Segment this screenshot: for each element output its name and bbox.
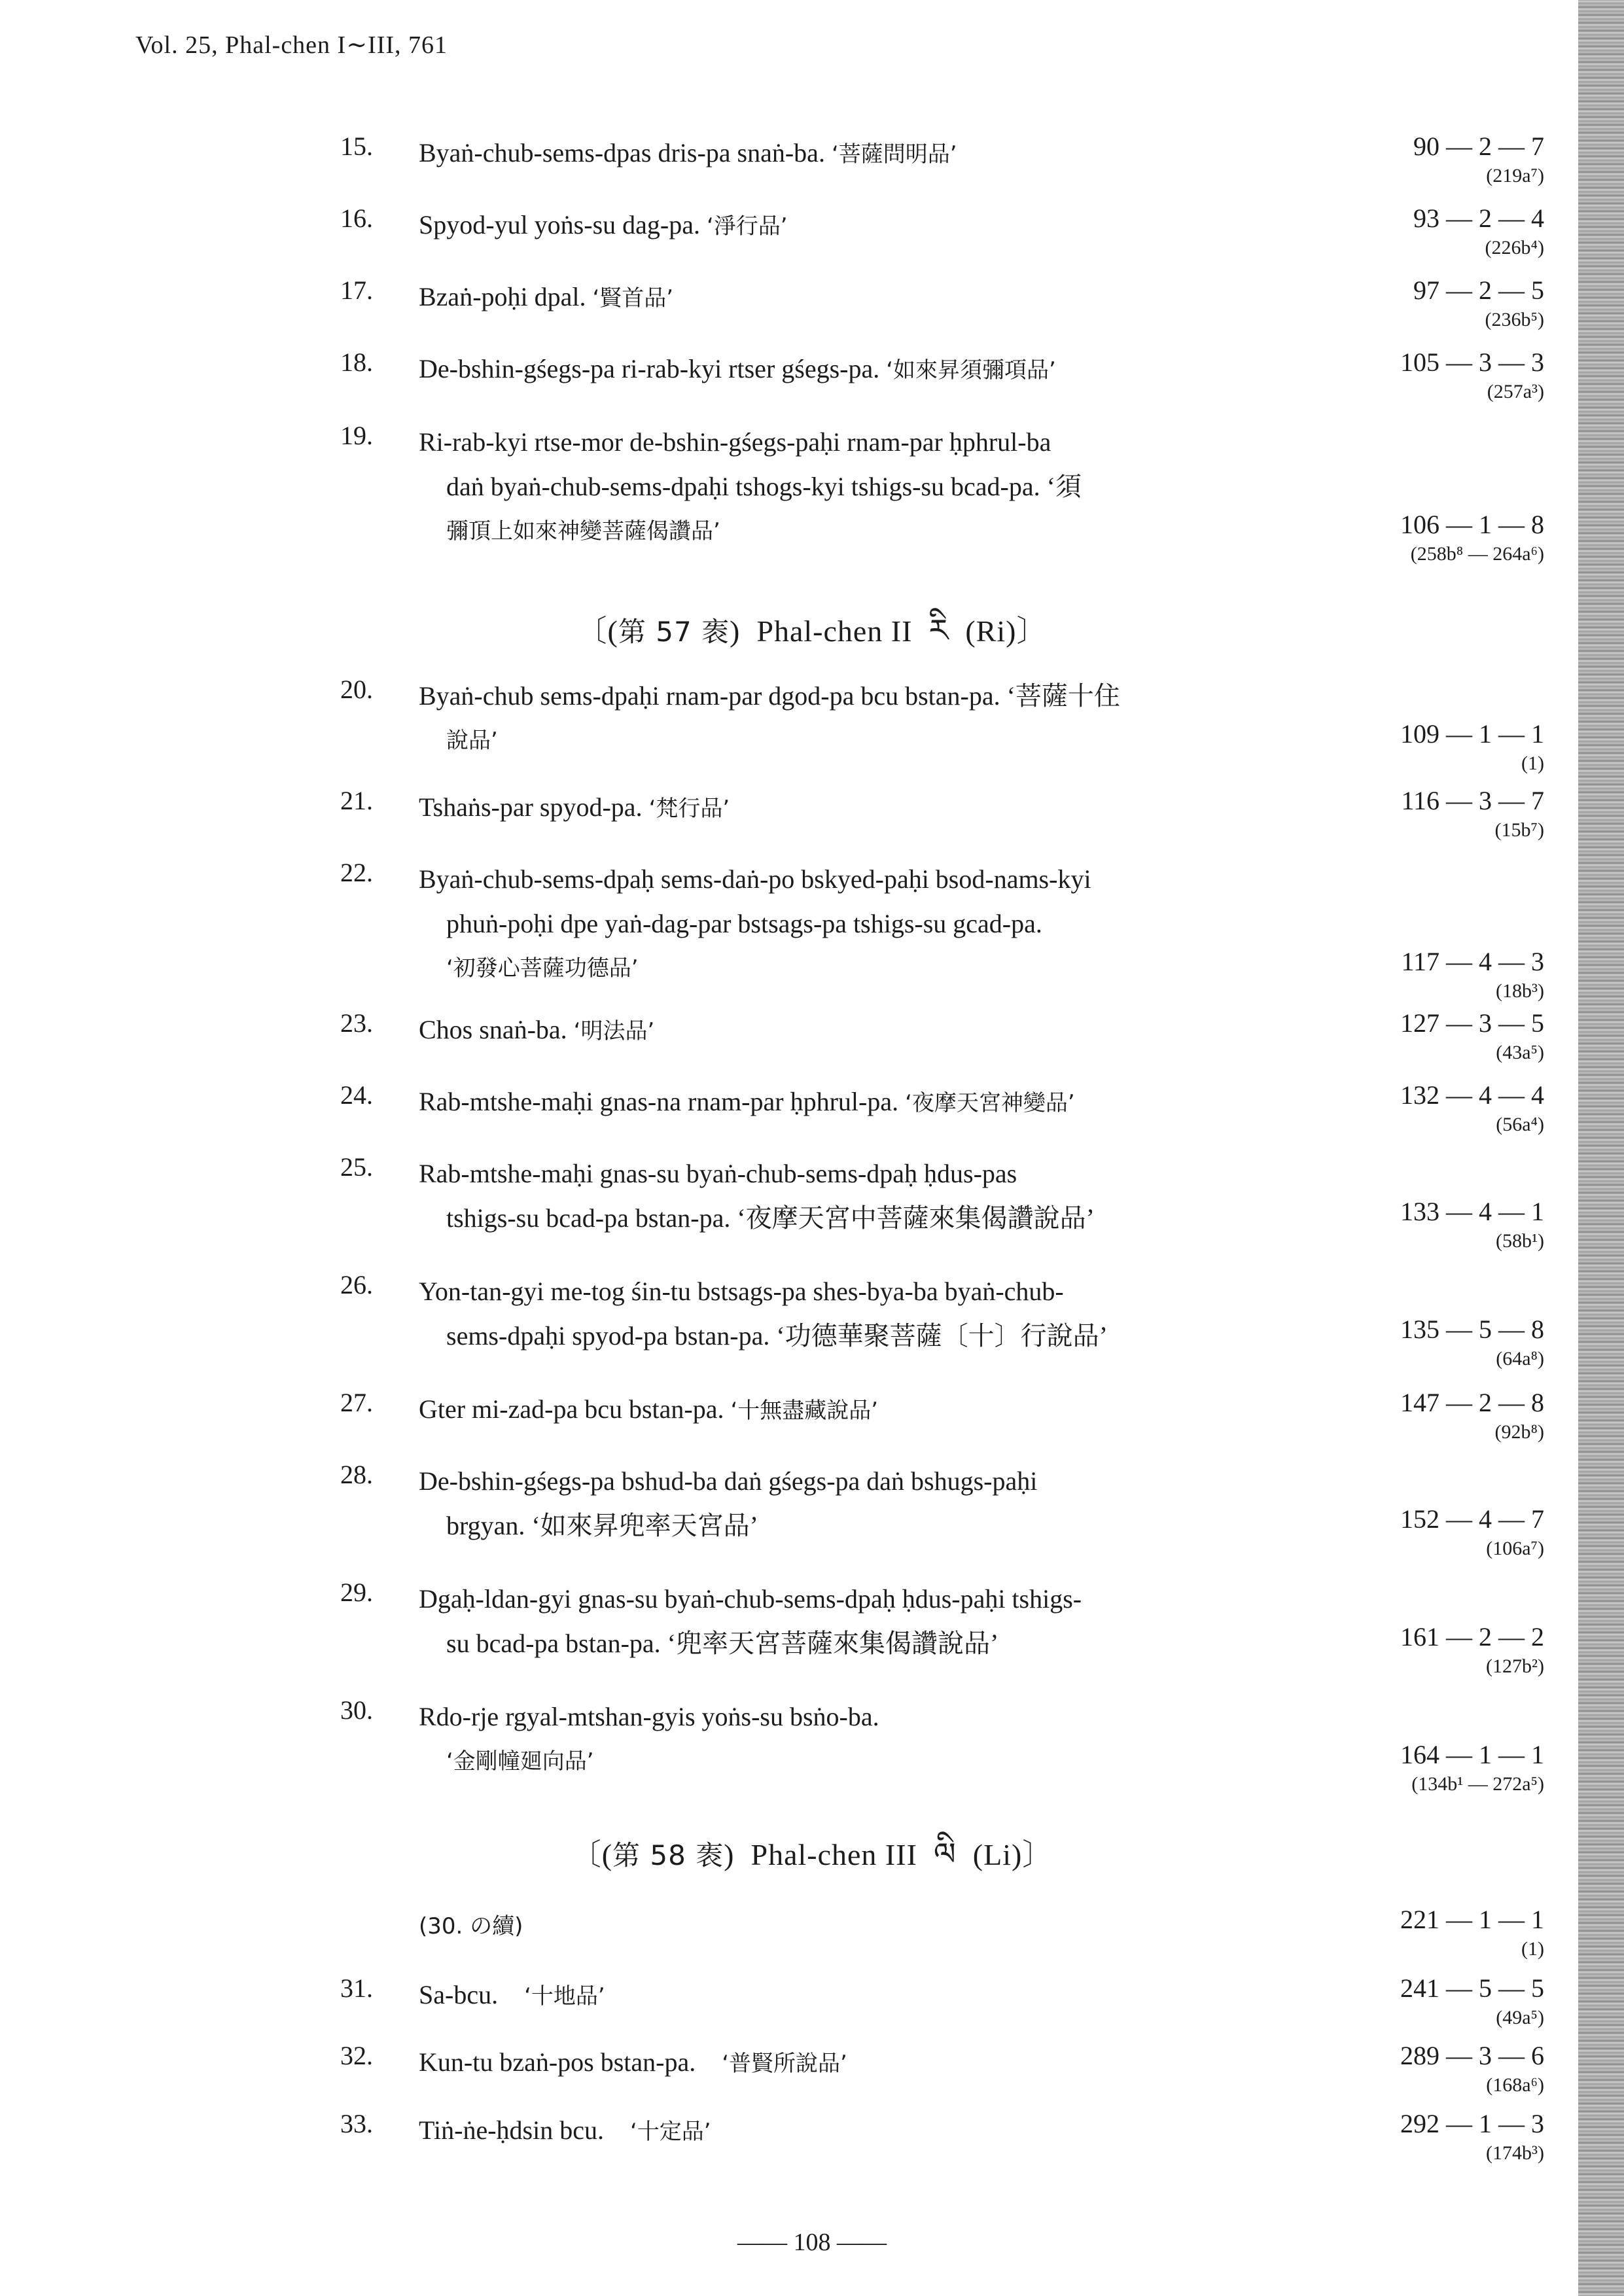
folio-ref: (18b³) [1496, 980, 1544, 1002]
scan-page-edge [1578, 0, 1624, 2296]
folio-ref: (49a⁵) [1496, 2007, 1544, 2028]
folio-ref: (226b⁴) [1485, 237, 1544, 258]
tibetan-glyph-ri: རི [928, 614, 949, 648]
page-ref: 164 — 1 — 1 [1400, 1740, 1544, 1769]
folio-ref: (92b⁸) [1494, 1421, 1544, 1443]
folio-ref: (236b⁵) [1485, 309, 1544, 330]
page-number: —— 108 —— [737, 2229, 887, 2256]
folio-ref: (106a⁷) [1486, 1538, 1544, 1559]
tibetan-glyph-li: ལི [933, 1837, 957, 1872]
page-ref: 105 — 3 — 3 [1400, 347, 1544, 377]
folio-ref: (64a⁸) [1496, 1348, 1544, 1369]
folio-ref: (43a⁵) [1496, 1042, 1544, 1063]
page-ref: 117 — 4 — 3 [1401, 947, 1544, 976]
page-ref: 152 — 4 — 7 [1400, 1504, 1544, 1534]
folio-ref: (134b¹ — 272a⁵) [1411, 1773, 1544, 1795]
page-ref: 116 — 3 — 7 [1401, 786, 1544, 815]
page-ref: 90 — 2 — 7 [1413, 132, 1544, 161]
page-ref: 132 — 4 — 4 [1400, 1080, 1544, 1110]
folio-ref: (15b⁷) [1494, 819, 1544, 841]
page-ref: 93 — 2 — 4 [1413, 203, 1544, 233]
section-heading-vol57: 〔(第 57 袠) Phal-chen II རི (Ri)〕 [576, 614, 1048, 648]
page-ref: 289 — 3 — 6 [1400, 2041, 1544, 2070]
folio-ref: (168a⁶) [1486, 2074, 1544, 2096]
page-ref: 161 — 2 — 2 [1400, 1622, 1544, 1651]
page-ref: 135 — 5 — 8 [1400, 1315, 1544, 1344]
folio-ref: (174b³) [1486, 2142, 1544, 2164]
folio-ref: (258b⁸ — 264a⁶) [1410, 543, 1544, 565]
page-ref: 147 — 2 — 8 [1400, 1388, 1544, 1417]
page-ref: 109 — 1 — 1 [1400, 719, 1544, 749]
page-ref: 97 — 2 — 5 [1413, 275, 1544, 305]
running-header: Vol. 25, Phal-chen I∼III, 761 [135, 31, 448, 59]
folio-ref: (127b²) [1486, 1655, 1544, 1677]
page-ref: 127 — 3 — 5 [1400, 1008, 1544, 1038]
page-ref: 292 — 1 — 3 [1400, 2109, 1544, 2138]
page-ref: 241 — 5 — 5 [1400, 1973, 1544, 2003]
folio-ref: (58b¹) [1496, 1230, 1544, 1252]
section-heading-vol58: 〔(第 58 袠) Phal-chen III ལི (Li)〕 [571, 1837, 1053, 1872]
page-ref: 221 — 1 — 1 [1400, 1905, 1544, 1934]
page-ref: 133 — 4 — 1 [1400, 1197, 1544, 1226]
folio-ref: (1) [1521, 752, 1544, 774]
folio-ref: (56a⁴) [1496, 1114, 1544, 1135]
page-ref: 106 — 1 — 8 [1400, 510, 1544, 539]
folio-ref: (257a³) [1487, 381, 1544, 402]
folio-ref: (219a⁷) [1486, 165, 1544, 186]
folio-ref: (1) [1521, 1938, 1544, 1960]
